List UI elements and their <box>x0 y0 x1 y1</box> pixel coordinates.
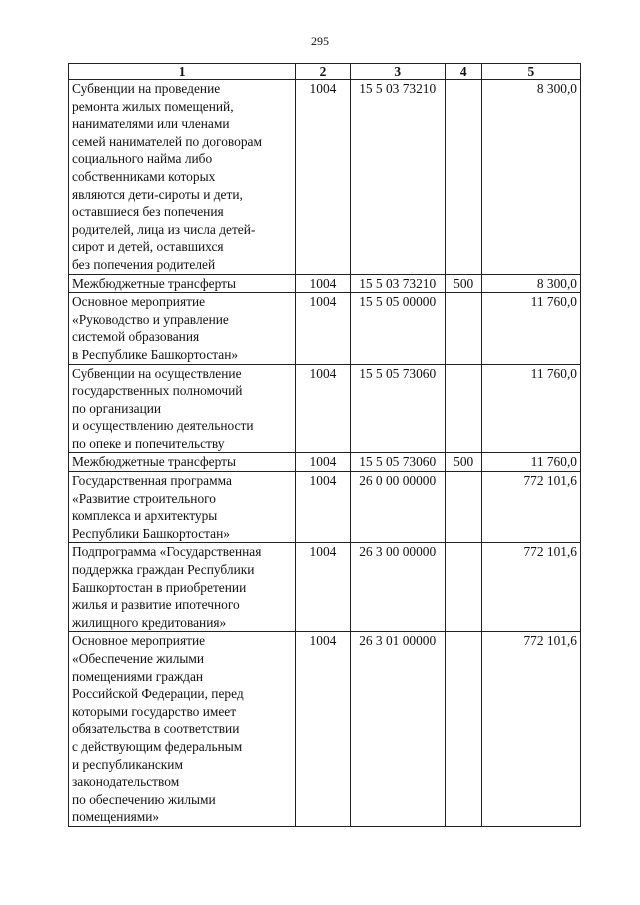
row-section-cell: 1004 <box>296 632 350 827</box>
header-col-1: 1 <box>69 64 296 80</box>
header-col-3: 3 <box>350 64 445 80</box>
row-code-cell: 26 0 00 00000 <box>350 472 445 543</box>
row-name-cell: Субвенции на осуществление государственных полномочий по организации и осуществлению деятельности по опеке и попечительству <box>69 364 296 453</box>
row-amount-cell: 8 300,0 <box>481 274 580 293</box>
row-name-cell: Подпрограмма «Государственная поддержка граждан Республики Башкортостан в приобретении жилья и развитие ипотечного жилищного кредитования» <box>69 543 296 632</box>
row-section-cell: 1004 <box>296 274 350 293</box>
row-name-cell: Государственная программа «Развитие строительного комплекса и архитектуры Республики Башкортостан» <box>69 472 296 543</box>
row-code-cell: 15 5 03 73210 <box>350 80 445 275</box>
budget-table <box>68 63 581 827</box>
header-col-2: 2 <box>296 64 350 80</box>
row-section-cell: 1004 <box>296 543 350 632</box>
row-type-cell <box>445 80 481 275</box>
row-amount-cell: 11 760,0 <box>481 364 580 453</box>
row-name-cell: Основное мероприятие «Руководство и управление системой образования в Республике Башкортостан» <box>69 293 296 364</box>
row-code-cell: 26 3 00 00000 <box>350 543 445 632</box>
row-name-cell: Основное мероприятие «Обеспечение жилыми помещениями граждан Российской Федерации, перед которыми государство имеет обязательства в соответствии с действующим федеральным и республиканским законодательством по обеспечению жилыми помещениями» <box>69 632 296 827</box>
row-section-cell: 1004 <box>296 472 350 543</box>
row-code-cell: 15 5 05 00000 <box>350 293 445 364</box>
table-row <box>69 632 581 827</box>
row-type-cell <box>445 472 481 543</box>
table-row <box>69 293 581 364</box>
row-amount-cell: 11 760,0 <box>481 293 580 364</box>
row-code-cell: 15 5 03 73210 <box>350 274 445 293</box>
table-body <box>69 80 581 827</box>
row-type-cell: 500 <box>445 274 481 293</box>
row-type-cell <box>445 632 481 827</box>
row-name-cell: Межбюджетные трансферты <box>69 453 296 472</box>
row-section-cell: 1004 <box>296 80 350 275</box>
row-type-cell <box>445 293 481 364</box>
table-row <box>69 364 581 453</box>
header-col-4: 4 <box>445 64 481 80</box>
table-row <box>69 543 581 632</box>
row-name-cell: Субвенции на проведение ремонта жилых помещений, нанимателями или членами семей нанимателей по договорам социального найма либо собственниками которых являются дети-сироты и дети, оставшиеся без попечения родителей, лица из числа детей- сирот и детей, оставшихся без попечения родителей <box>69 80 296 275</box>
row-amount-cell: 772 101,6 <box>481 472 580 543</box>
table-row <box>69 274 581 293</box>
row-amount-cell: 11 760,0 <box>481 453 580 472</box>
row-code-cell: 15 5 05 73060 <box>350 453 445 472</box>
table-header-row <box>69 64 581 80</box>
row-amount-cell: 772 101,6 <box>481 632 580 827</box>
row-type-cell: 500 <box>445 453 481 472</box>
table-row <box>69 80 581 275</box>
row-section-cell: 1004 <box>296 453 350 472</box>
row-code-cell: 15 5 05 73060 <box>350 364 445 453</box>
table-row <box>69 453 581 472</box>
row-type-cell <box>445 364 481 453</box>
table-row <box>69 472 581 543</box>
page-number: 295 <box>311 34 329 48</box>
row-name-cell: Межбюджетные трансферты <box>69 274 296 293</box>
header-col-5: 5 <box>481 64 580 80</box>
row-code-cell: 26 3 01 00000 <box>350 632 445 827</box>
row-section-cell: 1004 <box>296 293 350 364</box>
row-section-cell: 1004 <box>296 364 350 453</box>
row-amount-cell: 8 300,0 <box>481 80 580 275</box>
row-amount-cell: 772 101,6 <box>481 543 580 632</box>
row-type-cell <box>445 543 481 632</box>
